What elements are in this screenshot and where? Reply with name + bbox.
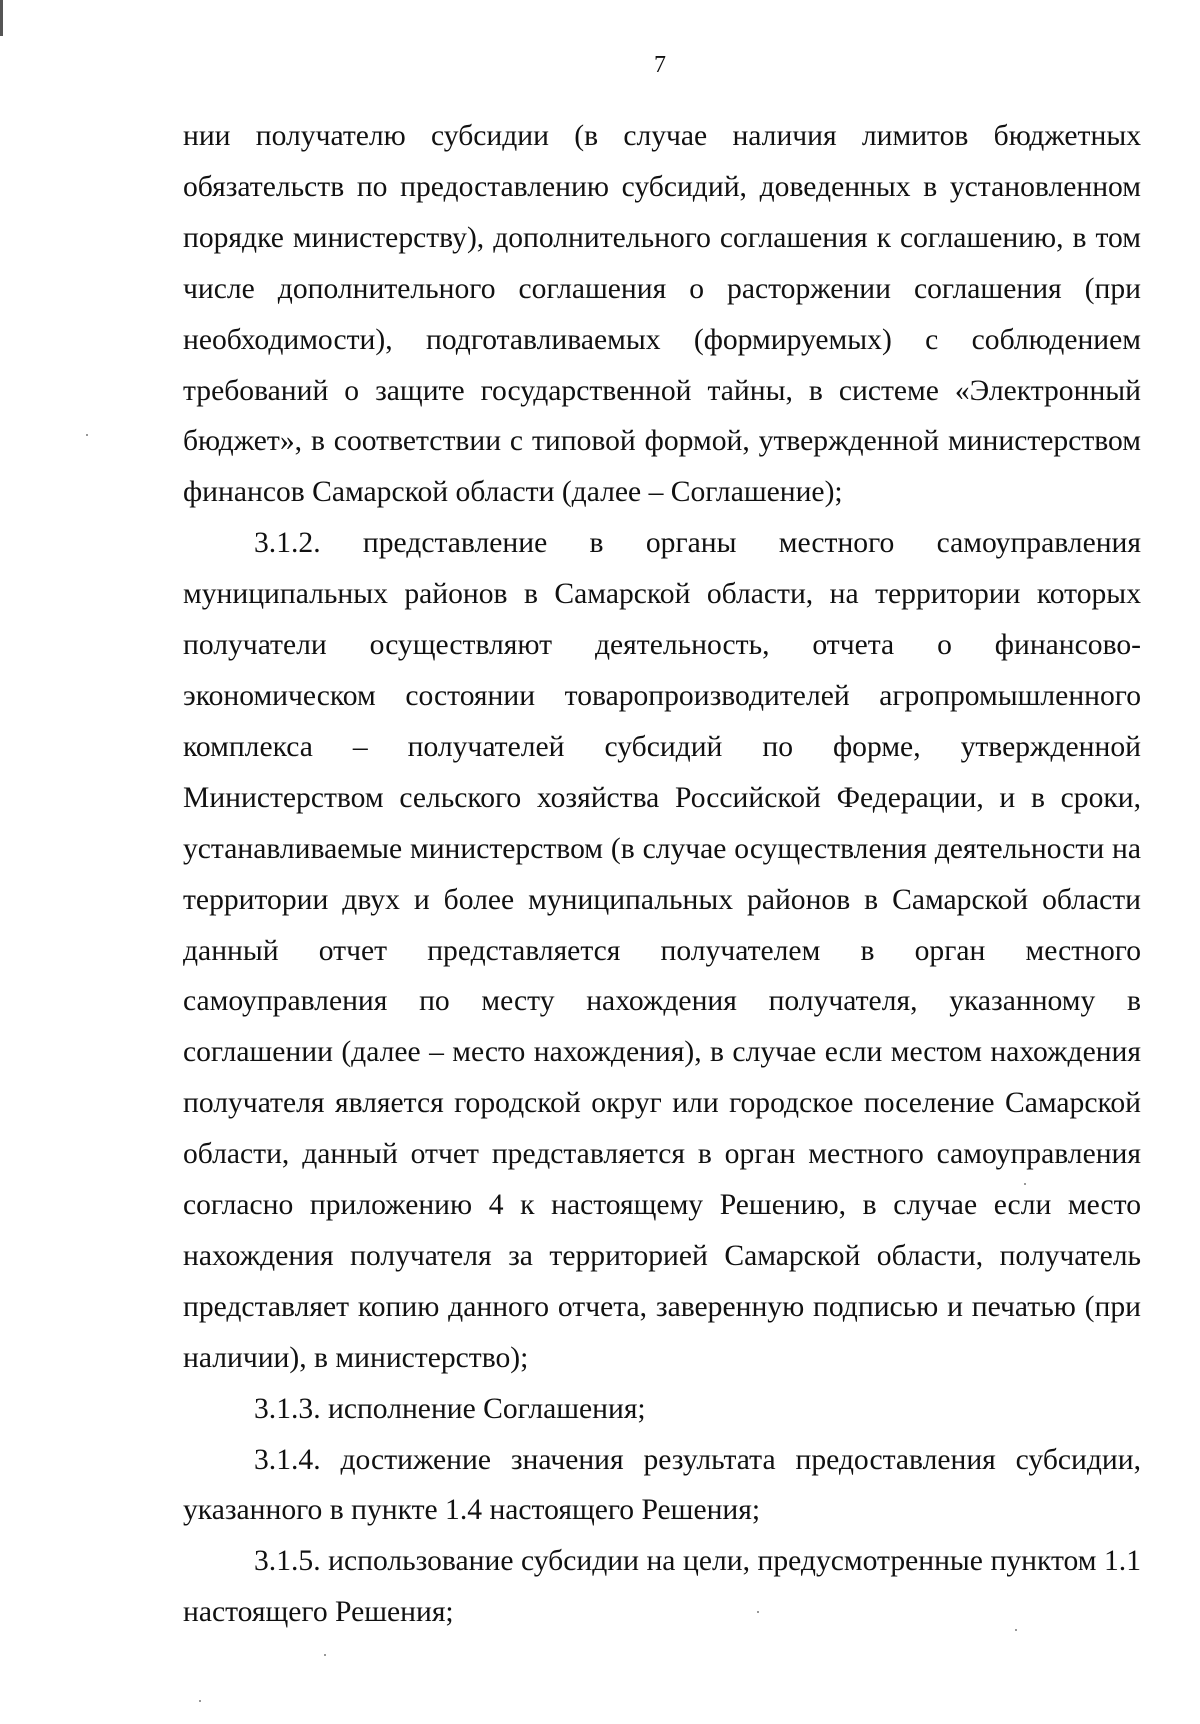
paragraph-3-1-5: 3.1.5. использование субсидии на цели, предусмотренные пунктом 1.1 настоящего Решения; [183,1545,1141,1629]
scan-speck [757,1611,759,1613]
paragraph-3-1-3: 3.1.3. исполнение Соглашения; [254,1392,646,1425]
paragraph-3-1-4: 3.1.4. достижение значения результата предоставления субсидии, указанного в пункте 1.4 настоящего Решения; [183,1443,1141,1527]
scan-speck [324,1654,326,1656]
document-body [183,111,1141,1638]
page-number: 7 [654,52,666,78]
paragraph-continuation: нии получателю субсидии (в случае наличия лимитов бюджетных обязательств по предоставлению субсидий, доведенных в установленном порядке министерству), дополнительного соглашения к соглашению, в том числе дополнительного соглашения о расторжении соглашения (при необходимости), подготавливаемых (формируемых) с соблюдением требований о защите государственной тайны, в системе «Электронный бюджет», в соответствии с типовой формой, утвержденной министерством финансов Самарской области (далее – Соглашение); [183,120,1141,509]
scan-speck [199,1700,201,1702]
scan-speck [86,434,88,436]
paragraph-3-1-2: 3.1.2. представление в органы местного самоуправления муниципальных районов в Самарской области, на территории которых получатели осуществляют деятельность, отчета о финансово-экономическом состоянии товаропроизводителей агропромышленного комплекса – получателей субсидий по форме, утвержденной Министерством сельского хозяйства Российской Федерации, и в сроки, устанавливаемые министерством (в случае осуществления деятельности на территории двух и более муниципальных районов в Самарской области данный отчет представляется получателем в орган местного самоуправления по месту нахождения получателя, указанному в соглашении (далее – место нахождения), в случае если местом нахождения получателя является городской округ или городское поселение Самарской области, данный отчет представляется в орган местного самоуправления согласно приложению 4 к настоящему Решению, в случае если место нахождения получателя за территорией Самарской области, получатель представляет копию данного отчета, заверенную подписью и печатью (при наличии), в министерство); [183,527,1141,1374]
scan-edge-mark [0,0,3,36]
scan-speck [1015,1629,1017,1631]
scan-speck [1024,1183,1026,1185]
